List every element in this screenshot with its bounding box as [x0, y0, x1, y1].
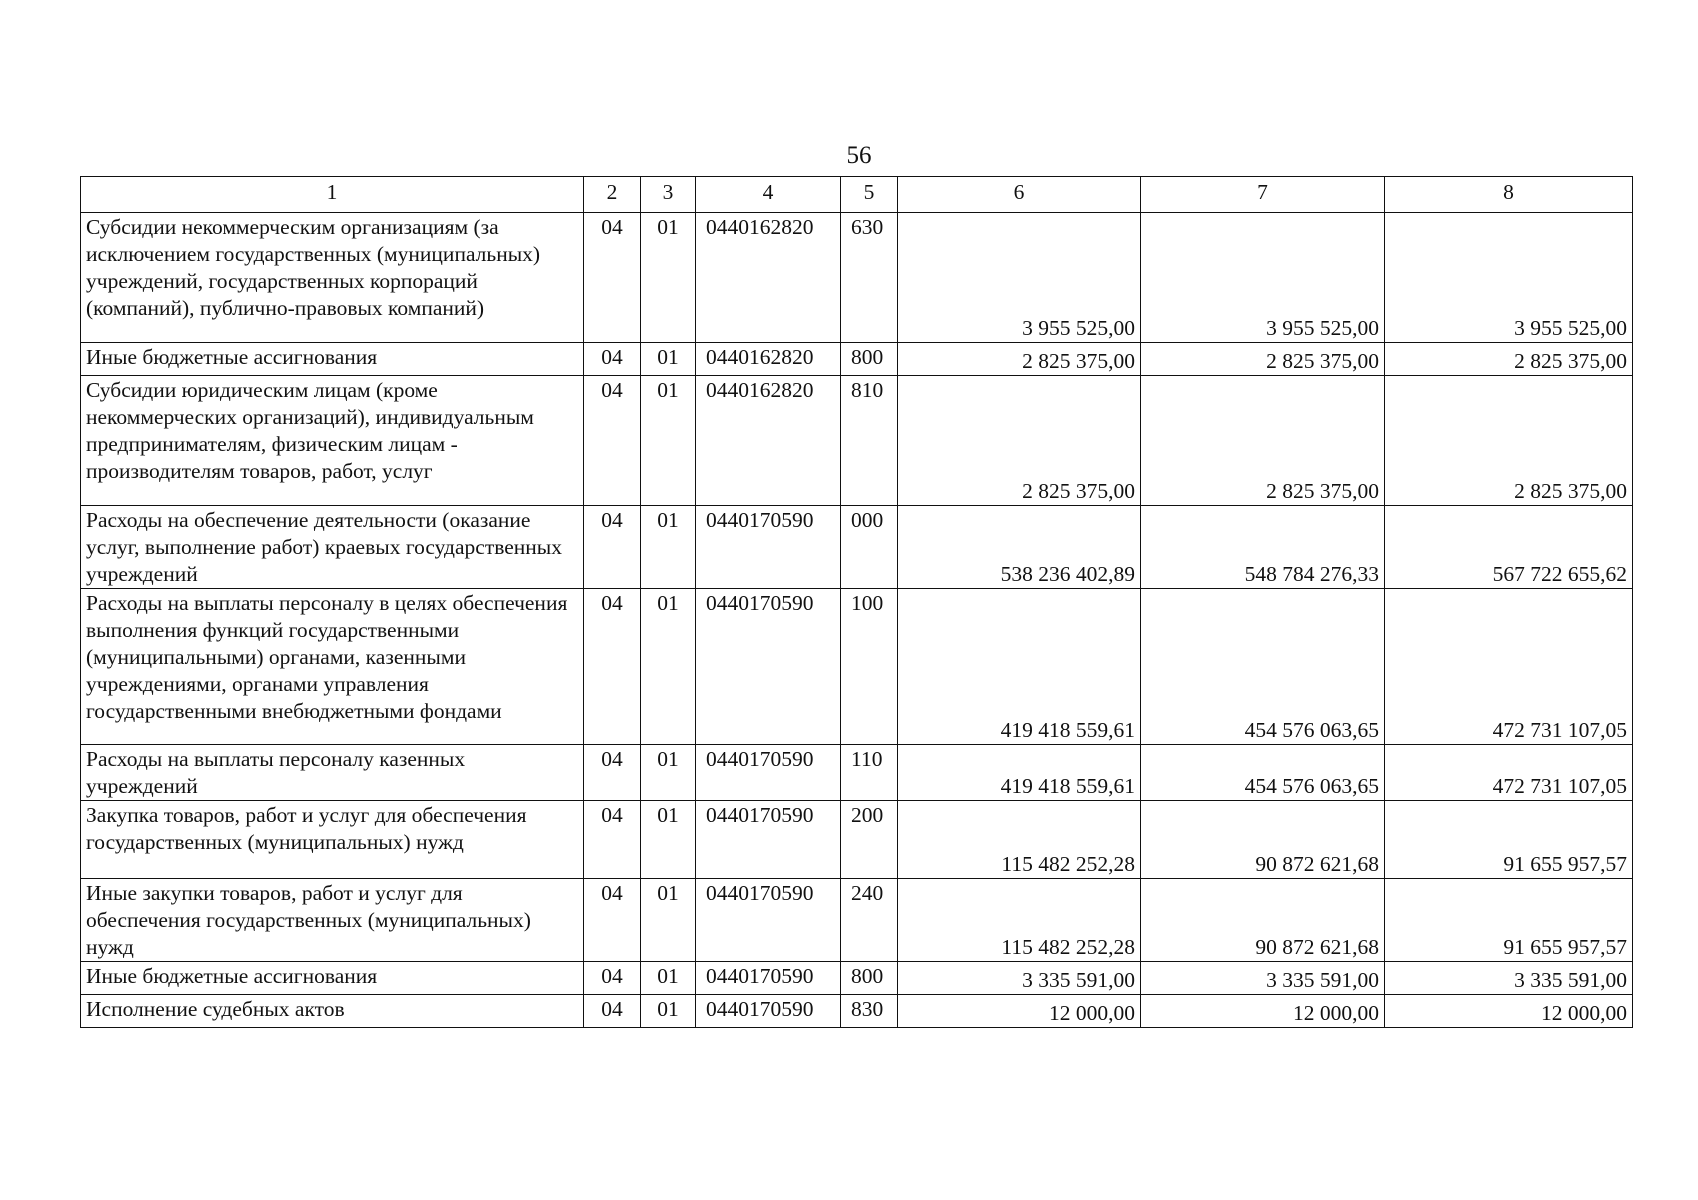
expense-type-code: 000: [841, 506, 898, 589]
row-description: Иные бюджетные ассигнования: [81, 343, 584, 376]
table-row: [81, 376, 1633, 506]
expense-type-code: 810: [841, 376, 898, 506]
table-row: [81, 589, 1633, 745]
subsection-code: 01: [641, 879, 696, 962]
section-code: 04: [584, 376, 641, 506]
amount-col-7: 2 825 375,00: [1141, 376, 1385, 506]
amount-col-7: 90 872 621,68: [1141, 801, 1385, 879]
expense-type-code: 200: [841, 801, 898, 879]
expense-type-code: 240: [841, 879, 898, 962]
expense-type-code: 100: [841, 589, 898, 745]
amount-col-8: 3 335 591,00: [1385, 962, 1633, 995]
row-description: Иные закупки товаров, работ и услуг для обеспечения государственных (муниципальных) нужд: [81, 879, 584, 962]
subsection-code: 01: [641, 213, 696, 343]
target-article-code: 0440170590: [696, 745, 841, 801]
expense-type-code: 110: [841, 745, 898, 801]
row-description: Расходы на обеспечение деятельности (оказание услуг, выполнение работ) краевых государственных учреждений: [81, 506, 584, 589]
target-article-code: 0440170590: [696, 962, 841, 995]
row-description: Закупка товаров, работ и услуг для обеспечения государственных (муниципальных) нужд: [81, 801, 584, 879]
target-article-code: 0440162820: [696, 376, 841, 506]
target-article-code: 0440162820: [696, 343, 841, 376]
amount-col-6: 12 000,00: [898, 995, 1141, 1028]
table-row: [81, 995, 1633, 1028]
header-cell: 6: [898, 177, 1141, 213]
expense-type-code: 800: [841, 962, 898, 995]
table-row: [81, 801, 1633, 879]
row-description: Расходы на выплаты персоналу в целях обеспечения выполнения функций государственными (муниципальными) органами, казенными учреждениями, органами управления государственными внебюджетными фондами: [81, 589, 584, 745]
amount-col-8: 472 731 107,05: [1385, 589, 1633, 745]
subsection-code: 01: [641, 376, 696, 506]
amount-col-6: 3 955 525,00: [898, 213, 1141, 343]
table-row: [81, 745, 1633, 801]
amount-col-6: 115 482 252,28: [898, 879, 1141, 962]
header-cell: 4: [696, 177, 841, 213]
section-code: 04: [584, 343, 641, 376]
section-code: 04: [584, 589, 641, 745]
amount-col-7: 12 000,00: [1141, 995, 1385, 1028]
amount-col-8: 2 825 375,00: [1385, 376, 1633, 506]
amount-col-7: 454 576 063,65: [1141, 589, 1385, 745]
header-cell: 2: [584, 177, 641, 213]
section-code: 04: [584, 745, 641, 801]
table-header-row: [81, 177, 1633, 213]
amount-col-7: 454 576 063,65: [1141, 745, 1385, 801]
amount-col-6: 419 418 559,61: [898, 589, 1141, 745]
target-article-code: 0440170590: [696, 589, 841, 745]
amount-col-8: 472 731 107,05: [1385, 745, 1633, 801]
amount-col-8: 567 722 655,62: [1385, 506, 1633, 589]
amount-col-6: 115 482 252,28: [898, 801, 1141, 879]
section-code: 04: [584, 995, 641, 1028]
table-row: [81, 343, 1633, 376]
amount-col-6: 419 418 559,61: [898, 745, 1141, 801]
row-description: Субсидии юридическим лицам (кроме некоммерческих организаций), индивидуальным предпринимателям, физическим лицам - производителям товаров, работ, услуг: [81, 376, 584, 506]
section-code: 04: [584, 879, 641, 962]
amount-col-7: 2 825 375,00: [1141, 343, 1385, 376]
subsection-code: 01: [641, 995, 696, 1028]
subsection-code: 01: [641, 962, 696, 995]
amount-col-8: 91 655 957,57: [1385, 801, 1633, 879]
section-code: 04: [584, 801, 641, 879]
amount-col-6: 2 825 375,00: [898, 343, 1141, 376]
amount-col-7: 90 872 621,68: [1141, 879, 1385, 962]
target-article-code: 0440170590: [696, 506, 841, 589]
target-article-code: 0440162820: [696, 213, 841, 343]
budget-table: [80, 176, 1633, 1028]
target-article-code: 0440170590: [696, 995, 841, 1028]
header-cell: 3: [641, 177, 696, 213]
section-code: 04: [584, 506, 641, 589]
amount-col-7: 3 335 591,00: [1141, 962, 1385, 995]
target-article-code: 0440170590: [696, 879, 841, 962]
amount-col-7: 3 955 525,00: [1141, 213, 1385, 343]
amount-col-7: 548 784 276,33: [1141, 506, 1385, 589]
table-row: [81, 879, 1633, 962]
amount-col-6: 538 236 402,89: [898, 506, 1141, 589]
row-description: Иные бюджетные ассигнования: [81, 962, 584, 995]
amount-col-6: 2 825 375,00: [898, 376, 1141, 506]
subsection-code: 01: [641, 801, 696, 879]
target-article-code: 0440170590: [696, 801, 841, 879]
subsection-code: 01: [641, 343, 696, 376]
table-row: [81, 506, 1633, 589]
expense-type-code: 830: [841, 995, 898, 1028]
table-row: [81, 962, 1633, 995]
amount-col-8: 3 955 525,00: [1385, 213, 1633, 343]
subsection-code: 01: [641, 589, 696, 745]
row-description: Расходы на выплаты персоналу казенных учреждений: [81, 745, 584, 801]
header-cell: 1: [81, 177, 584, 213]
expense-type-code: 630: [841, 213, 898, 343]
amount-col-8: 2 825 375,00: [1385, 343, 1633, 376]
section-code: 04: [584, 213, 641, 343]
section-code: 04: [584, 962, 641, 995]
subsection-code: 01: [641, 745, 696, 801]
amount-col-6: 3 335 591,00: [898, 962, 1141, 995]
header-cell: 5: [841, 177, 898, 213]
row-description: Исполнение судебных актов: [81, 995, 584, 1028]
table-row: [81, 213, 1633, 343]
page-number: 56: [846, 142, 872, 169]
amount-col-8: 91 655 957,57: [1385, 879, 1633, 962]
header-cell: 8: [1385, 177, 1633, 213]
subsection-code: 01: [641, 506, 696, 589]
expense-type-code: 800: [841, 343, 898, 376]
header-cell: 7: [1141, 177, 1385, 213]
amount-col-8: 12 000,00: [1385, 995, 1633, 1028]
row-description: Субсидии некоммерческим организациям (за исключением государственных (муниципальных) учреждений, государственных корпораций (компаний), публично-правовых компаний): [81, 213, 584, 343]
